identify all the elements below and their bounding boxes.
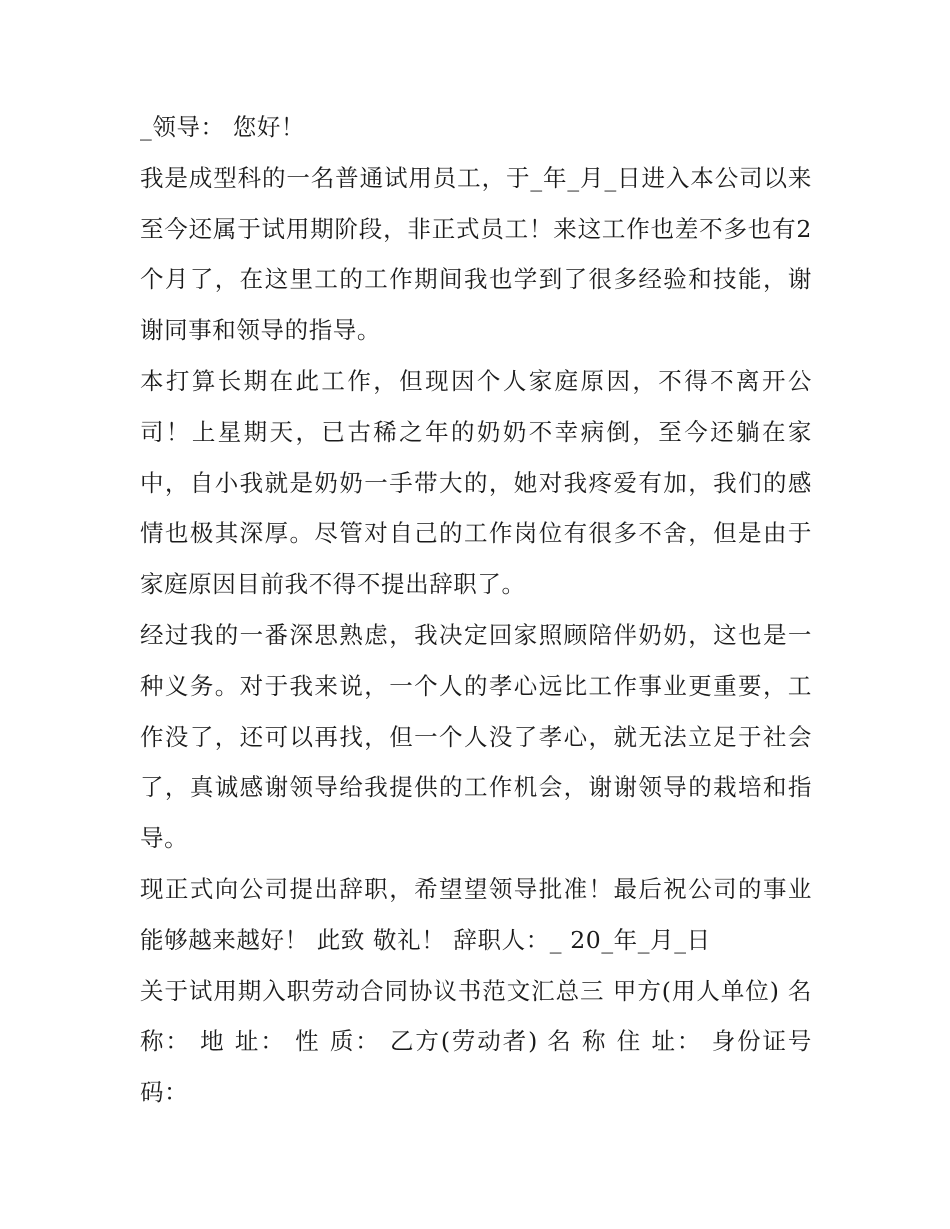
- closing-paragraph: 现正式向公司提出辞职，希望望领导批准！最后祝公司的事业能够越来越好！ 此致 敬礼！ 辞职人：_ 20_年_月_日: [140, 874, 812, 954]
- decision-paragraph: 经过我的一番深思熟虑，我决定回家照顾陪伴奶奶，这也是一种义务。对于我来说，一个人的孝心远比工作事业更重要，工作没了，还可以再找，但一个人没了孝心，就无法立足于社会了，真诚感谢领导给我提供的工作机会，谢谢领导的栽培和指导。: [140, 620, 812, 853]
- intro-paragraph: 我是成型科的一名普通试用员工，于_年_月_日进入本公司以来至今还属于试用期阶段，非正式员工！来这工作也差不多也有2个月了，在这里工的工作期间我也学到了很多经验和技能，谢谢同事和领导的指导。: [140, 163, 812, 345]
- contract-heading-paragraph: 关于试用期入职劳动合同协议书范文汇总三 甲方(用人单位) 名 称： 地 址： 性 质： 乙方(劳动者) 名 称 住 址： 身份证号码：: [140, 976, 812, 1107]
- reason-paragraph: 本打算长期在此工作，但现因个人家庭原因，不得不离开公司！上星期天，已古稀之年的奶奶不幸病倒，至今还躺在家中，自小我就是奶奶一手带大的，她对我疼爱有加，我们的感情也极其深厚。尽管对自己的工作岗位有很多不舍，但是由于家庭原因目前我不得不提出辞职了。: [140, 366, 812, 599]
- document-page: [140, 102, 812, 1118]
- greeting-paragraph: _领导： 您好！: [140, 113, 306, 141]
